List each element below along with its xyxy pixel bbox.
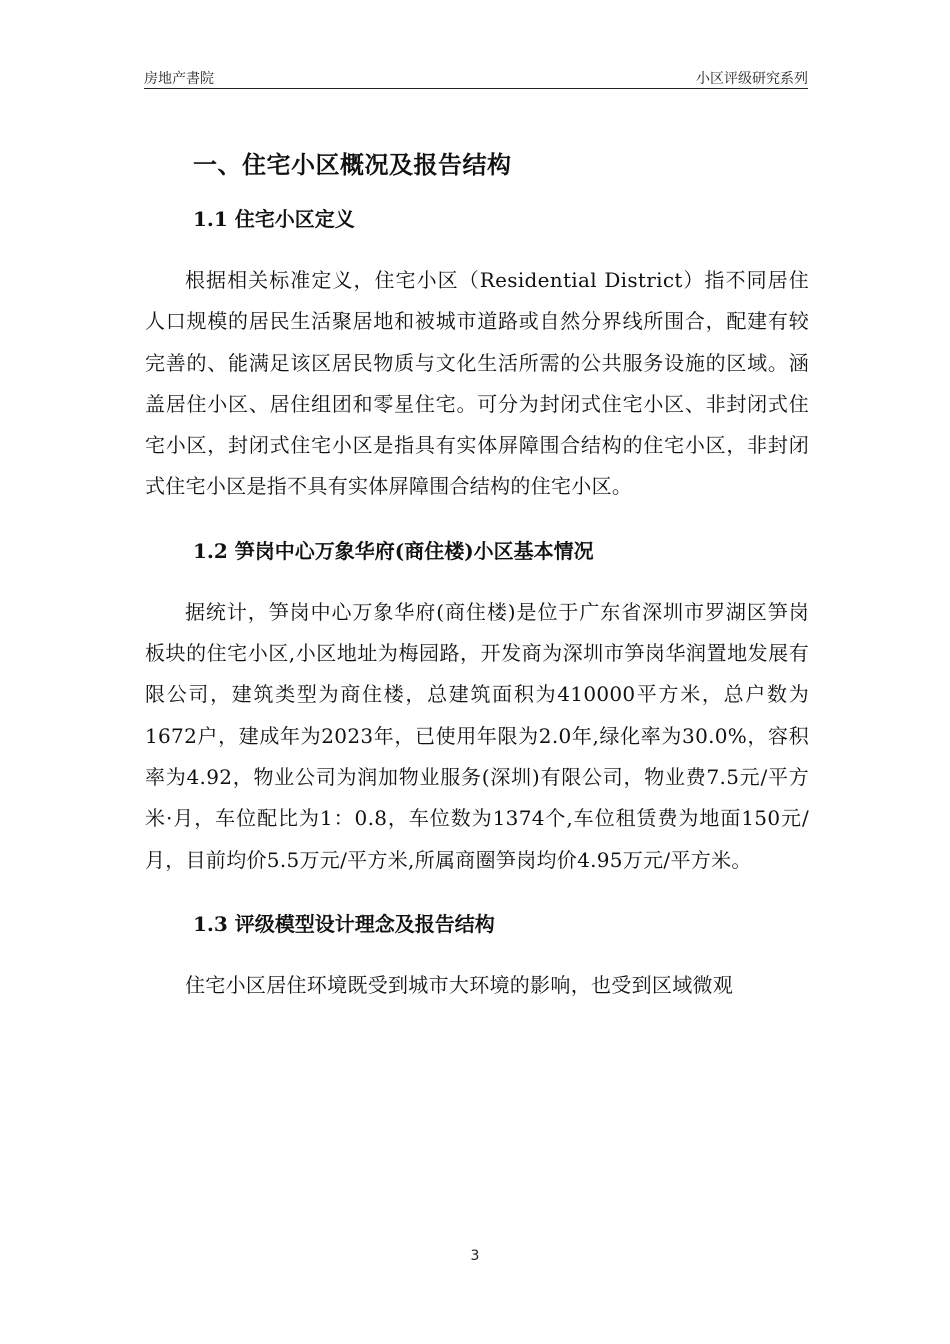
paragraph-model-design: 住宅小区居住环境既受到城市大环境的影响，也受到区域微观	[185, 972, 734, 997]
page-number: 3	[470, 1248, 480, 1264]
subsection-title-1-1: 1.1 住宅小区定义	[193, 207, 355, 231]
header-series: 小区评级研究系列	[696, 71, 808, 87]
paragraph-definition: 根据相关标准定义，住宅小区（Residential District）指不同居住人口规模的居民生活聚居地和被城市道路或自然分界线所围合，配建有较完善的、能满足该区居民物质与文化生活所需的公共服务设施的区域。涵盖居住小区、居住组团和零星住宅。可分为封闭式住宅小区、非封闭式住宅小区，封闭式住宅小区是指具有实体屏障围合结构的住宅小区，非封闭式住宅小区是指不具有实体屏障围合结构的住宅小区。	[145, 268, 809, 499]
paragraph-basic-info: 据统计，笋岗中心万象华府(商住楼)是位于广东省深圳市罗湖区笋岗板块的住宅小区,小区地址为梅园路，开发商为深圳市笋岗华润置地发展有限公司，建筑类型为商住楼，总建筑面积为410000平方米，总户数为1672户，建成年为2023年，已使用年限为2.0年,绿化率为30.0%，容积率为4.92，物业公司为润加物业服务(深圳)有限公司，物业费7.5元/平方米·月，车位配比为1：0.8，车位数为1374个,车位租赁费为地面150元/月，目前均价5.5万元/平方米,所属商圈笋岗均价4.95万元/平方米。	[145, 599, 809, 872]
header-publisher: 房地产書院	[144, 71, 214, 87]
subsection-title-1-3: 1.3 评级模型设计理念及报告结构	[193, 911, 495, 936]
page-content	[145, 138, 809, 1006]
page-header	[144, 66, 808, 89]
section-title: 一、住宅小区概况及报告结构	[193, 150, 512, 179]
subsection-title-1-2: 1.2 笋岗中心万象华府(商住楼)小区基本情况	[193, 538, 594, 563]
